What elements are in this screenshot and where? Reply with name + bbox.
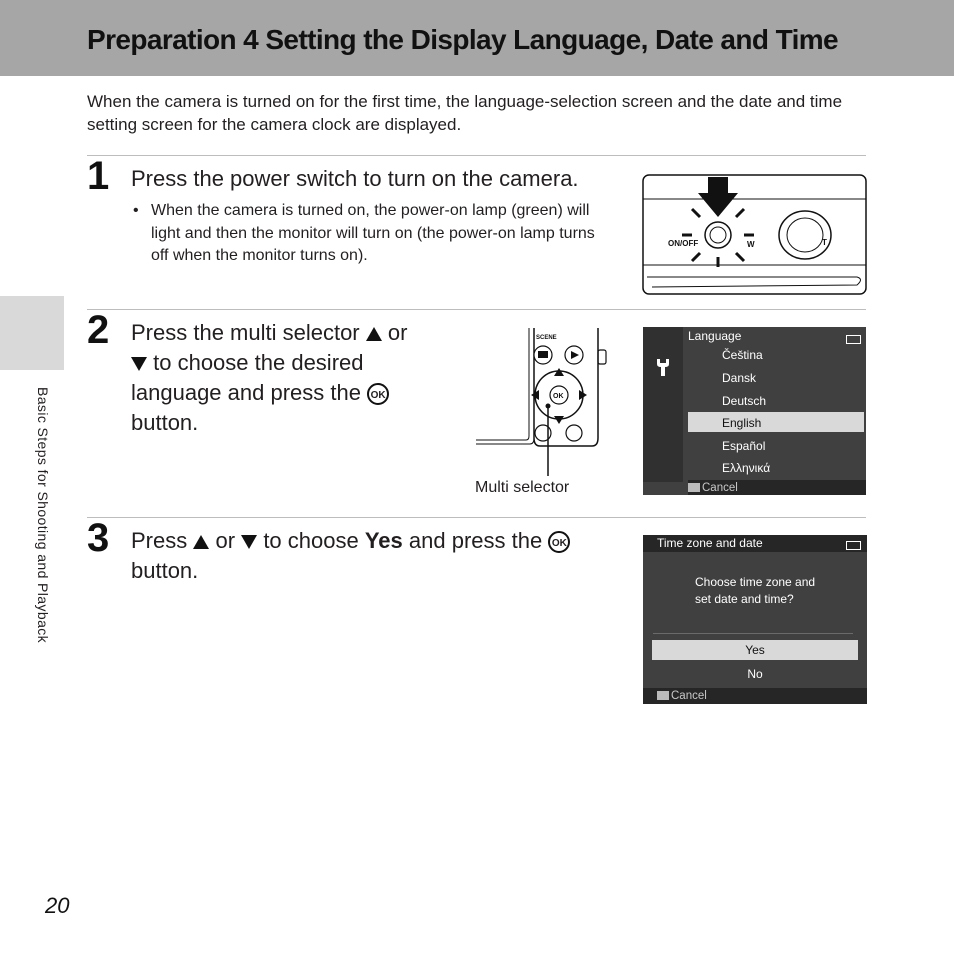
divider (87, 309, 866, 310)
divider (653, 633, 853, 634)
scene-label: SCENE (536, 335, 557, 341)
cancel-label: Cancel (702, 482, 738, 494)
step-3-yes: Yes (364, 528, 403, 553)
language-selection-highlight (688, 412, 864, 432)
language-item[interactable]: Dansk (722, 371, 757, 385)
step-3-or: or (215, 528, 236, 553)
intro-paragraph: When the camera is turned on for the first time, the language-selection screen and the date and time setting screen for the camera clock are displayed. (87, 92, 843, 134)
language-item[interactable]: Deutsch (722, 394, 767, 408)
down-arrow-icon (241, 535, 257, 549)
step-2-line3: language and press the (131, 380, 361, 405)
ok-label: OK (553, 393, 564, 400)
camera-top-illustration (642, 173, 868, 297)
wide-label: W (747, 240, 755, 249)
step-1-bullet-text: When the camera is turned on, the power-on lamp (green) will light and then the monitor will turn on (the power-on lamp turns off when the monitor turns on). (151, 202, 595, 264)
down-arrow-icon (131, 357, 147, 371)
bullet-dot: • (133, 202, 139, 219)
language-screen (643, 327, 866, 495)
language-item[interactable]: Ελληνικά (722, 461, 771, 475)
setup-menu-tab (643, 327, 683, 482)
divider (87, 517, 866, 518)
section-side-label: Basic Steps for Shooting and Playback (35, 387, 51, 644)
timezone-question-line2: set date and time? (695, 592, 794, 606)
language-item[interactable]: Español (722, 439, 766, 453)
wrench-icon (654, 357, 672, 377)
step-2-line1: Press the multi selector (131, 320, 360, 345)
step-3-and-press: and press the (408, 528, 543, 553)
ok-button-icon: OK (367, 383, 389, 405)
timezone-screen-header (643, 535, 867, 552)
menu-button-icon (688, 483, 700, 492)
step-number-2: 2 (87, 308, 110, 352)
cancel-label: Cancel (671, 690, 707, 702)
multi-selector-caption: Multi selector (475, 479, 570, 496)
step-2-or: or (387, 320, 408, 345)
step-2-text (131, 318, 461, 438)
battery-icon (846, 541, 861, 550)
timezone-screen-title: Time zone and date (657, 536, 763, 550)
page-number: 20 (45, 893, 70, 918)
step-number-1: 1 (87, 154, 110, 198)
language-item-selected[interactable]: English (722, 416, 762, 430)
step-number-3: 3 (87, 516, 110, 560)
timezone-screen (643, 535, 867, 704)
language-screen-footer (688, 480, 866, 495)
camera-back-illustration (474, 326, 608, 476)
section-side-tab (0, 296, 64, 370)
step-2-line4: button. (131, 410, 199, 435)
yes-option[interactable]: Yes (652, 640, 858, 660)
timezone-screen-footer (643, 688, 867, 704)
page-header (0, 0, 954, 76)
language-item[interactable]: Čeština (722, 348, 763, 362)
language-screen-title: Language (688, 329, 742, 343)
up-arrow-icon (193, 535, 209, 549)
step-1-text: Press the power switch to turn on the camera. (131, 166, 579, 191)
ok-button-icon: OK (548, 531, 570, 553)
step-2-line2: to choose the desired (153, 350, 364, 375)
menu-button-icon (657, 691, 669, 700)
page-title: Preparation 4 Setting the Display Language, Date and Time (87, 24, 839, 55)
step-3-text (131, 526, 631, 586)
no-option[interactable]: No (747, 667, 763, 681)
divider (87, 155, 866, 156)
power-label: ON/OFF (668, 239, 699, 248)
tele-label: T (822, 238, 827, 247)
battery-icon (846, 335, 861, 344)
timezone-question-line1: Choose time zone and (695, 575, 816, 589)
step-3-to-choose: to choose (263, 528, 359, 553)
step-3-button: button. (131, 558, 199, 583)
step-3-press: Press (131, 528, 188, 553)
up-arrow-icon (366, 327, 382, 341)
